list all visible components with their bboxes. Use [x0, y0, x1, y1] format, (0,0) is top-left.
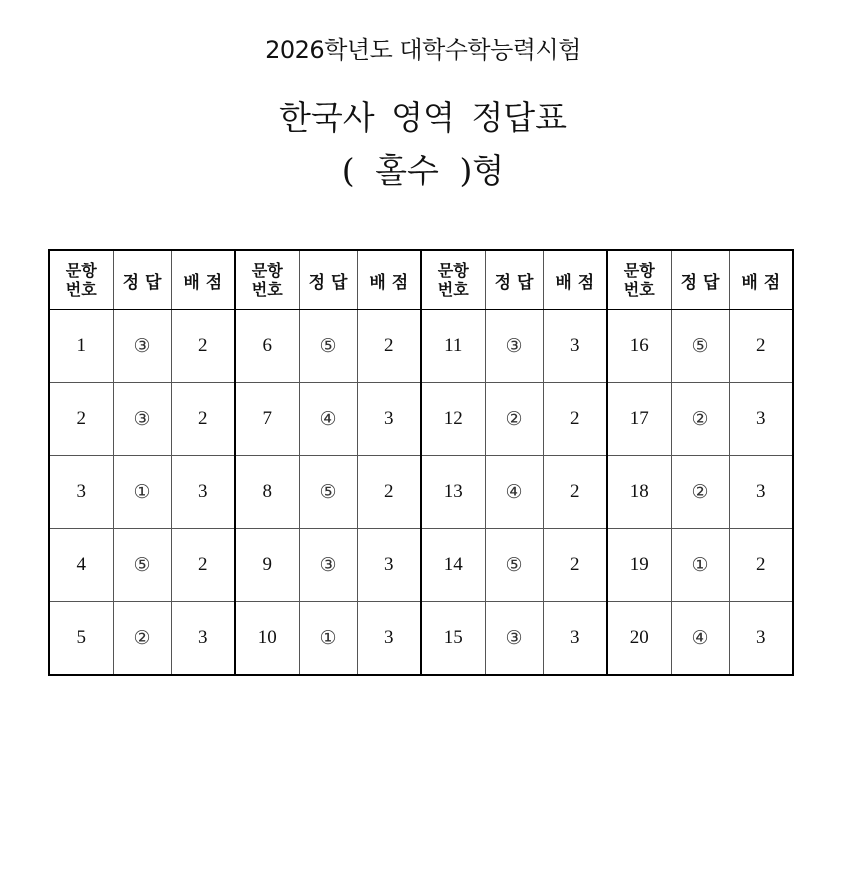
- points-value: 2: [543, 529, 607, 602]
- answer-choice: ④: [299, 383, 357, 456]
- points-value: 3: [357, 529, 421, 602]
- answer-choice: ③: [485, 602, 543, 676]
- answer-choice: ③: [113, 383, 171, 456]
- question-number: 16: [607, 310, 671, 383]
- column-header-answer: 정 답: [485, 250, 543, 310]
- points-value: 3: [729, 602, 793, 676]
- points-value: 3: [729, 383, 793, 456]
- answer-choice: ⑤: [485, 529, 543, 602]
- question-no-label-line2: 번호: [65, 280, 97, 299]
- subject-title: 한국사 영역 정답표: [278, 98, 567, 137]
- points-value: 2: [729, 310, 793, 383]
- answer-choice: ⑤: [299, 456, 357, 529]
- points-value: 3: [729, 456, 793, 529]
- column-header-points: 배 점: [543, 250, 607, 310]
- answer-choice: ③: [113, 310, 171, 383]
- question-no-label-line1: 문항: [437, 261, 469, 280]
- points-value: 2: [729, 529, 793, 602]
- answer-choice: ②: [485, 383, 543, 456]
- answer-choice: ⑤: [299, 310, 357, 383]
- answer-choice: ②: [671, 383, 729, 456]
- points-value: 2: [357, 310, 421, 383]
- points-value: 2: [543, 456, 607, 529]
- answer-choice: ④: [671, 602, 729, 676]
- points-value: 3: [357, 383, 421, 456]
- column-header-answer: 정 답: [113, 250, 171, 310]
- question-number: 18: [607, 456, 671, 529]
- header-row: [49, 250, 793, 310]
- exam-type-value: 홀수: [375, 151, 439, 190]
- table-row: [49, 529, 793, 602]
- type-close-label: )형: [459, 151, 505, 190]
- question-number: 12: [421, 383, 485, 456]
- answer-key-table: [48, 249, 794, 676]
- points-value: 3: [543, 602, 607, 676]
- points-value: 3: [357, 602, 421, 676]
- answer-choice: ①: [113, 456, 171, 529]
- question-number: 15: [421, 602, 485, 676]
- column-header-points: 배 점: [171, 250, 235, 310]
- question-number: 3: [49, 456, 113, 529]
- column-header-question-no: [421, 250, 485, 310]
- points-value: 2: [543, 383, 607, 456]
- points-value: 3: [543, 310, 607, 383]
- question-number: 6: [235, 310, 299, 383]
- column-header-points: 배 점: [357, 250, 421, 310]
- question-number: 8: [235, 456, 299, 529]
- question-no-label-line2: 번호: [437, 280, 469, 299]
- question-number: 9: [235, 529, 299, 602]
- question-no-label-line1: 문항: [251, 261, 283, 280]
- question-no-label-line2: 번호: [623, 280, 655, 299]
- column-header-points: 배 점: [729, 250, 793, 310]
- points-value: 2: [171, 310, 235, 383]
- answer-choice: ②: [113, 602, 171, 676]
- column-header-question-no: [235, 250, 299, 310]
- question-no-label-line1: 문항: [65, 261, 97, 280]
- column-header-answer: 정 답: [671, 250, 729, 310]
- table-row: [49, 383, 793, 456]
- column-header-question-no: [49, 250, 113, 310]
- answer-choice: ①: [299, 602, 357, 676]
- column-header-question-no: [607, 250, 671, 310]
- question-number: 20: [607, 602, 671, 676]
- points-value: 2: [171, 383, 235, 456]
- question-number: 2: [49, 383, 113, 456]
- question-no-label-line2: 번호: [251, 280, 283, 299]
- table-row: [49, 310, 793, 383]
- exam-title: 2026학년도 대학수학능력시험: [265, 36, 581, 64]
- question-no-label-line1: 문항: [623, 261, 655, 280]
- answer-choice: ⑤: [671, 310, 729, 383]
- question-number: 4: [49, 529, 113, 602]
- type-open-paren: (: [341, 151, 355, 190]
- question-number: 11: [421, 310, 485, 383]
- question-number: 1: [49, 310, 113, 383]
- table-row: [49, 602, 793, 676]
- column-header-answer: 정 답: [299, 250, 357, 310]
- points-value: 3: [171, 456, 235, 529]
- exam-type-line: [0, 145, 846, 192]
- answer-choice: ③: [299, 529, 357, 602]
- question-number: 19: [607, 529, 671, 602]
- table-row: [49, 456, 793, 529]
- points-value: 2: [357, 456, 421, 529]
- answer-choice: ④: [485, 456, 543, 529]
- question-number: 13: [421, 456, 485, 529]
- answer-choice: ③: [485, 310, 543, 383]
- points-value: 2: [171, 529, 235, 602]
- points-value: 3: [171, 602, 235, 676]
- question-number: 17: [607, 383, 671, 456]
- question-number: 7: [235, 383, 299, 456]
- question-number: 5: [49, 602, 113, 676]
- question-number: 10: [235, 602, 299, 676]
- answer-choice: ②: [671, 456, 729, 529]
- answer-choice: ①: [671, 529, 729, 602]
- question-number: 14: [421, 529, 485, 602]
- answer-choice: ⑤: [113, 529, 171, 602]
